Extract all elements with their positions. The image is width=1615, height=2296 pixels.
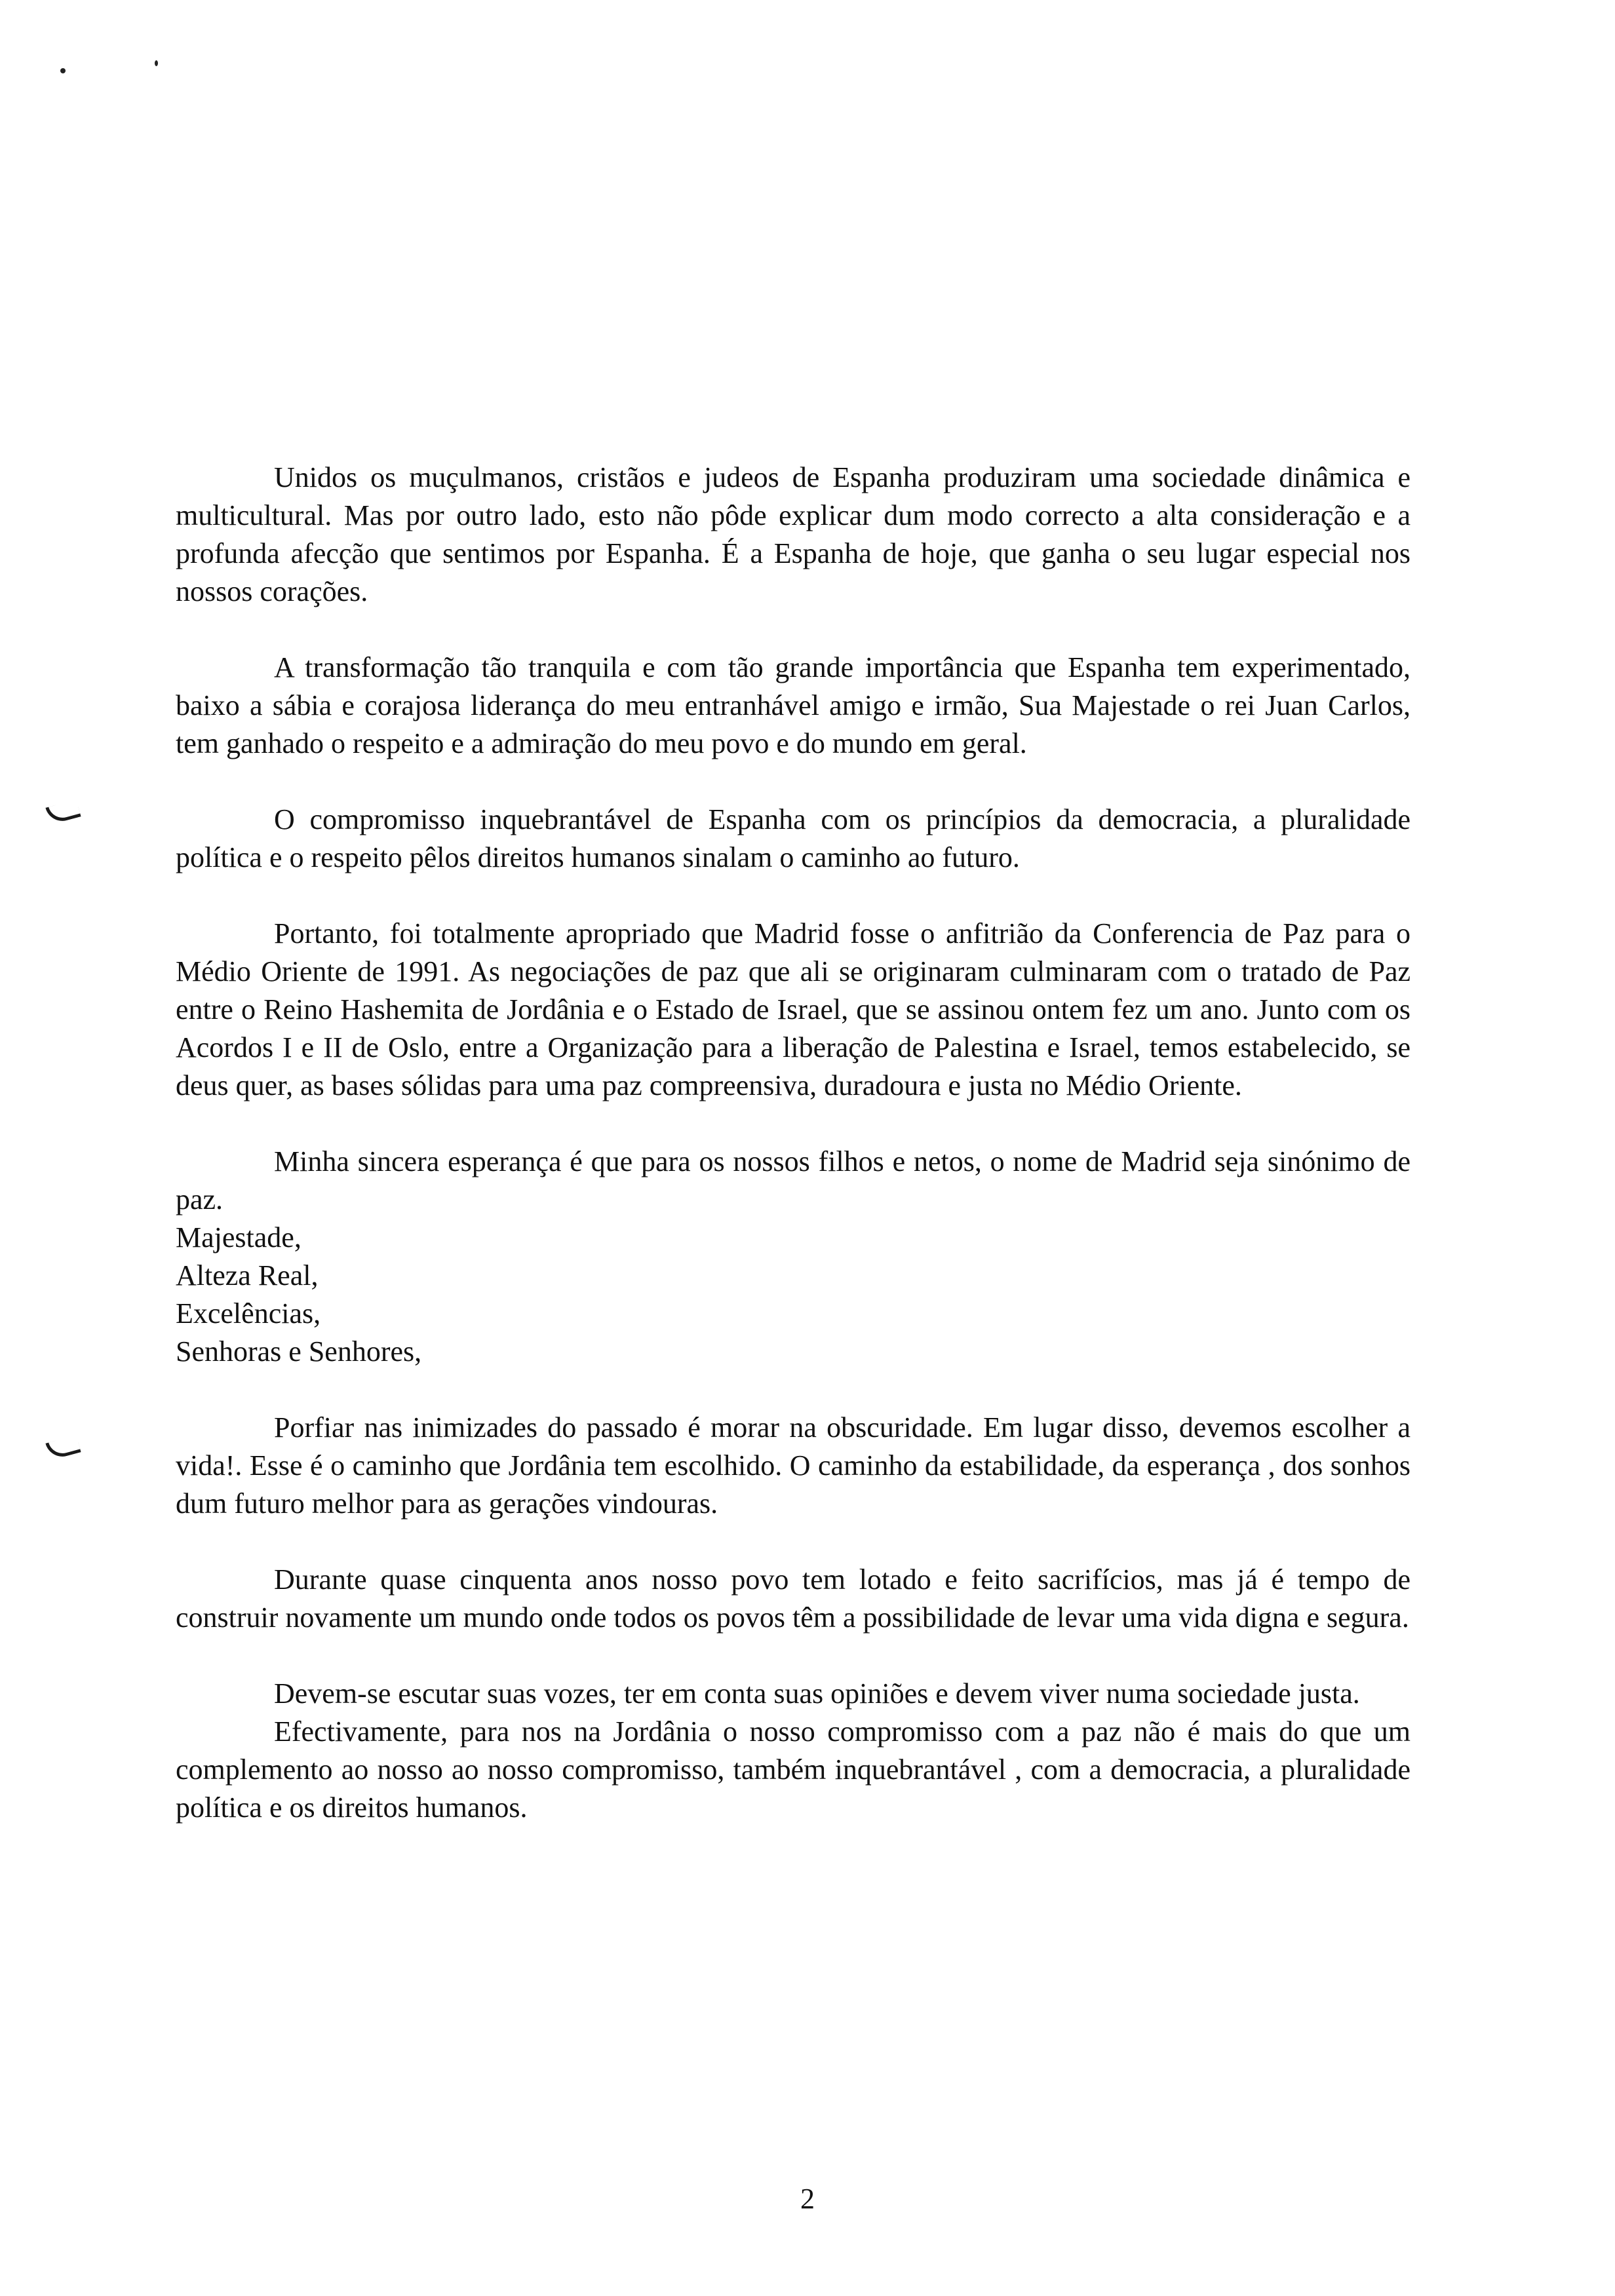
body-text xyxy=(176,459,1411,1827)
paragraph: Durante quase cinquenta anos nosso povo tem lotado e feito sacrifícios, mas já é tempo de construir novamente um mundo onde todos os povos têm a possibilidade de levar uma vida digna e segura. xyxy=(176,1563,1411,1634)
paragraph: Porfiar nas inimizades do passado é morar na obscuridade. Em lugar disso, devemos escolher a vida!. Esse é o caminho que Jordânia tem escolhido. O caminho da estabilidade, da esperança , dos sonhos dum futuro melhor para as gerações vindouras. xyxy=(176,1411,1411,1520)
salutation-line: Alteza Real, xyxy=(176,1259,319,1292)
paragraph: Portanto, foi totalmente apropriado que Madrid fosse o anfitrião da Conferencia de Paz para o Médio Oriente de 1991. As negociações de paz que ali se originaram culminaram com o tratado de Paz entre o Reino Hashemita de Jordânia e o Estado de Israel, que se assinou ontem fez um ano. Junto com os Acordos I e II de Oslo, entre a Organização para a liberação de Palestina e Israel, temos estabelecido, se deus quer, as bases sólidas para uma paz compreensiva, duradoura e justa no Médio Oriente. xyxy=(176,917,1411,1101)
paragraph: Unidos os muçulmanos, cristãos e judeos de Espanha produziram uma sociedade dinâmica e multicultural. Mas por outro lado, esto não pôde explicar dum modo correcto a alta consideração e a profunda afecção que sentimos por Espanha. É a Espanha de hoje, que ganha o seu lugar especial nos nossos corações. xyxy=(176,461,1411,607)
salutation-line: Majestade, xyxy=(176,1221,302,1253)
scan-speck xyxy=(155,60,158,66)
margin-mark-icon xyxy=(45,1435,81,1461)
paragraph: A transformação tão tranquila e com tão grande importância que Espanha tem experimentado, baixo a sábia e corajosa liderança do meu entranhável amigo e irmão, Sua Majestade o rei Juan Carlos, tem ganhado o respeito e a admiração do meu povo e do mundo em geral. xyxy=(176,651,1411,759)
margin-mark-icon xyxy=(45,799,81,825)
page-number: 2 xyxy=(800,2183,815,2215)
paragraph: O compromisso inquebrantável de Espanha com os princípios da democracia, a pluralidade política e o respeito pêlos direitos humanos sinalam o caminho ao futuro. xyxy=(176,803,1411,873)
salutation xyxy=(176,1219,1411,1371)
salutation-line: Excelências, xyxy=(176,1297,321,1330)
scan-speck xyxy=(60,68,66,73)
paragraph: Efectivamente, para nos na Jordânia o nosso compromisso com a paz não é mais do que um complemento ao nosso ao nosso compromisso, também inquebrantável , com a democracia, a pluralidade política e os direitos humanos. xyxy=(176,1715,1411,1824)
paragraph: Minha sincera esperança é que para os nossos filhos e netos, o nome de Madrid seja sinónimo de paz. xyxy=(176,1145,1411,1215)
paragraph: Devem-se escutar suas vozes, ter em conta suas opiniões e devem viver numa sociedade justa. xyxy=(274,1677,1360,1710)
salutation-line: Senhoras e Senhores, xyxy=(176,1335,422,1368)
